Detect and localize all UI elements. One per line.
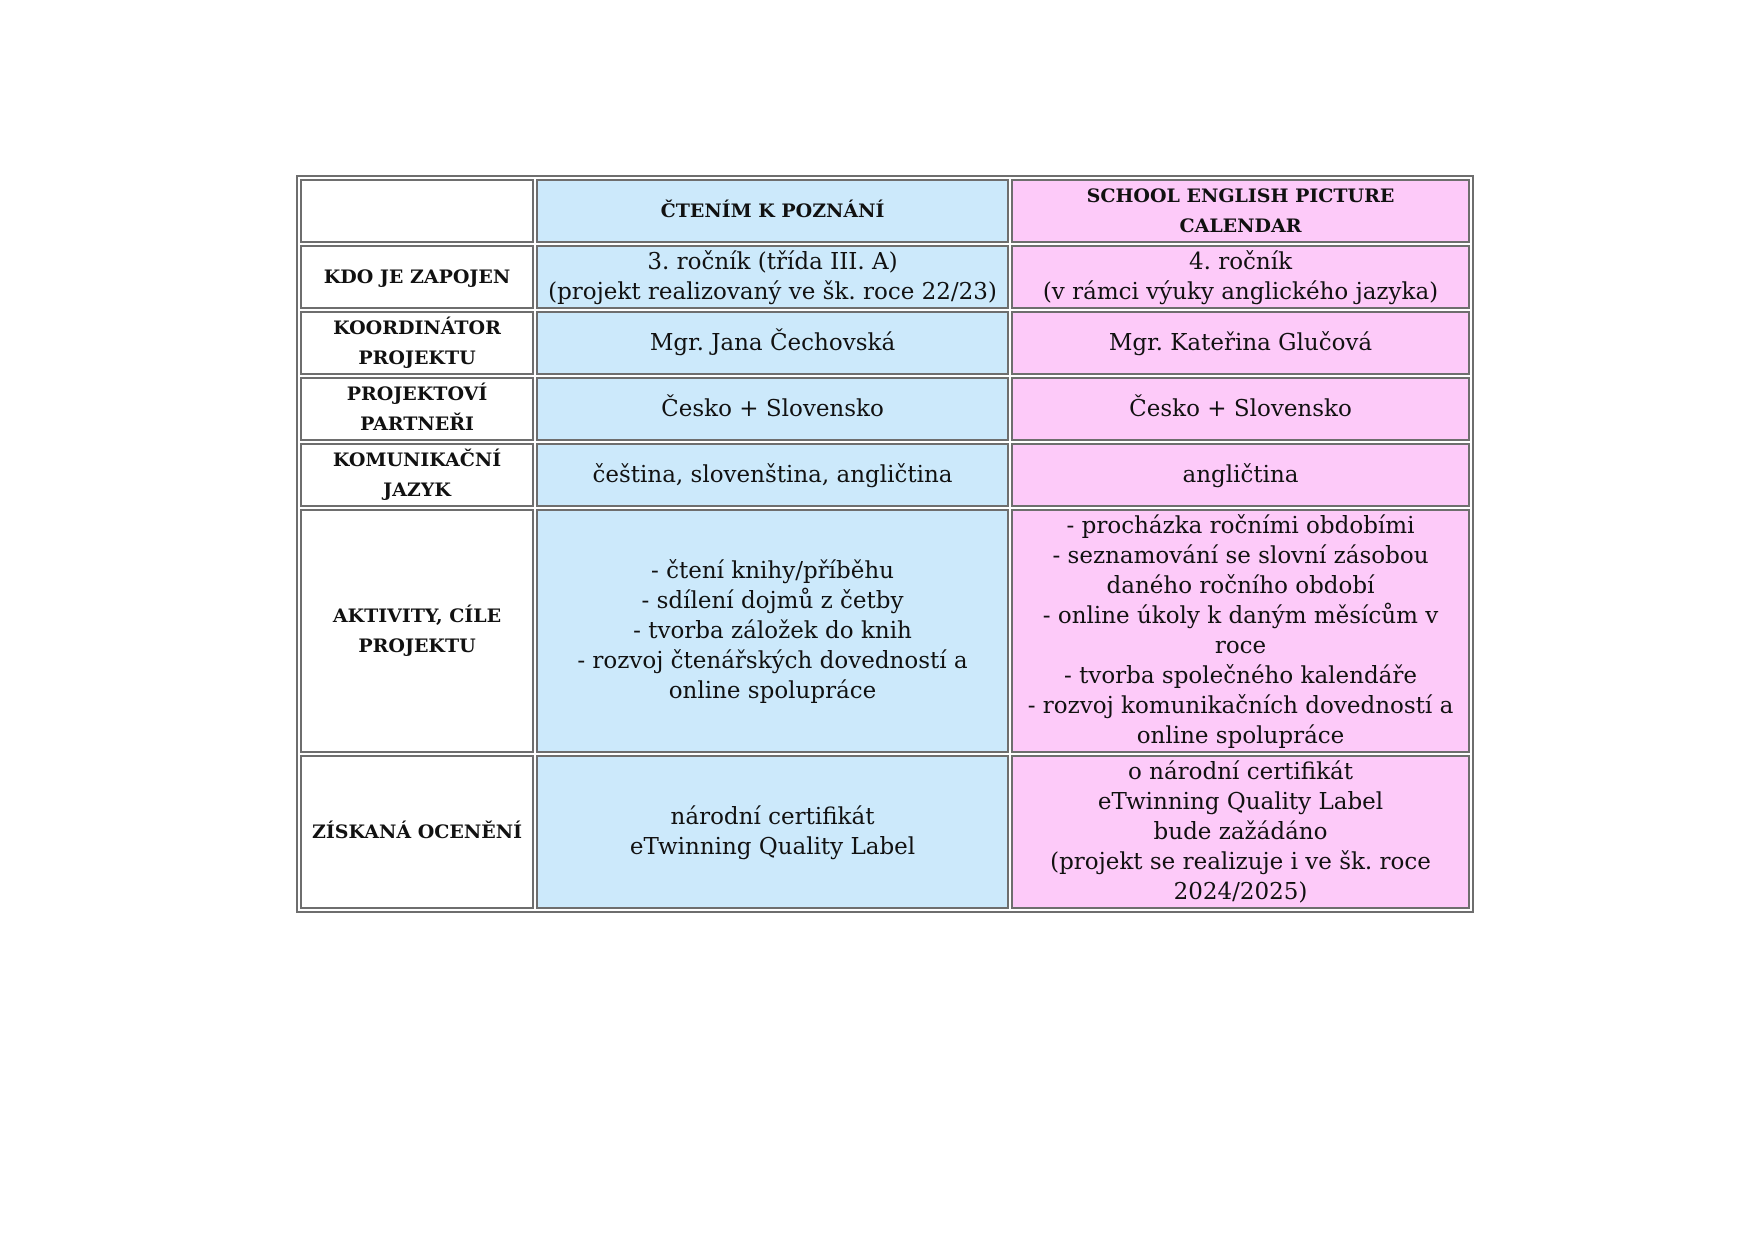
table-row-aktivity [300,509,1470,753]
cell-oceneni-b [1011,755,1470,909]
project-b-title-line: SCHOOL ENGLISH PICTURE [1086,185,1395,207]
project-a-title: ČTENÍM K POZNÁNÍ [536,179,1009,243]
cell-koordinator-b [1011,311,1470,375]
cell-koordinator-a [536,311,1009,375]
cell-line: (projekt realizovaný ve šk. roce 22/23) [548,279,997,305]
cell-line: - procházka ročními obdobími [1066,513,1415,539]
row-label-line: AKTIVITY, CÍLE [332,605,502,627]
cell-line: roce [1214,633,1267,659]
row-label-line: PARTNEŘI [360,413,474,435]
row-label-jazyk [300,443,534,507]
cell-partneri-a [536,377,1009,441]
project-b-title-line: CALENDAR [1179,215,1302,237]
cell-line: - rozvoj čtenářských dovedností a [577,648,968,674]
cell-line: angličtina [1182,462,1299,488]
cell-line: - tvorba společného kalendáře [1064,663,1417,689]
cell-line: 4. ročník [1188,249,1293,275]
table-row-koordinator [300,311,1470,375]
cell-line: (projekt se realizuje i ve šk. roce [1050,849,1431,875]
cell-line: bude zažádáno [1153,819,1328,845]
row-label-line: JAZYK [383,479,451,501]
table-row-jazyk [300,443,1470,507]
row-label-line: PROJEKTU [358,635,476,657]
row-label-aktivity [300,509,534,753]
row-label-line: KOMUNIKAČNÍ [332,449,502,471]
table-row-oceneni [300,755,1470,909]
cell-line: daného ročního období [1106,573,1375,599]
cell-line: čeština, slovenština, angličtina [592,462,953,488]
cell-line: o národní certifikát [1127,759,1354,785]
cell-line: Mgr. Jana Čechovská [649,330,896,356]
cell-line: online spolupráce [668,678,877,704]
cell-aktivity-a [536,509,1009,753]
cell-line: - čtení knihy/příběhu [651,558,894,584]
cell-line: - seznamování se slovní zásobou [1052,543,1429,569]
cell-line: eTwinning Quality Label [1097,789,1384,815]
row-label-line: ZÍSKANÁ OCENĚNÍ [312,821,522,843]
cell-aktivity-b [1011,509,1470,753]
row-label-kdo [300,245,534,309]
cell-line: - tvorba záložek do knih [633,618,912,644]
cell-line: (v rámci výuky anglického jazyka) [1042,279,1439,305]
cell-line: - rozvoj komunikačních dovedností a [1027,693,1454,719]
cell-line: 3. ročník (třída III. A) [647,249,898,275]
cell-line: - sdílení dojmů z četby [641,588,904,614]
cell-oceneni-a [536,755,1009,909]
cell-line: Česko + Slovensko [661,396,884,422]
row-label-line: KOORDINÁTOR [333,317,501,339]
cell-line: online spolupráce [1136,723,1345,749]
corner-cell [300,179,534,243]
cell-kdo-a [536,245,1009,309]
row-label-partneri [300,377,534,441]
cell-jazyk-b [1011,443,1470,507]
cell-line: 2024/2025) [1173,879,1308,905]
cell-line: - online úkoly k daným měsícům v [1042,603,1439,629]
header-row [300,179,1470,243]
cell-partneri-b [1011,377,1470,441]
project-b-title [1011,179,1470,243]
row-label-oceneni [300,755,534,909]
cell-line: Mgr. Kateřina Glučová [1108,330,1373,356]
row-label-line: KDO JE ZAPOJEN [323,266,511,288]
table-row-kdo [300,245,1470,309]
row-label-line: PROJEKTOVÍ [346,383,488,405]
row-label-line: PROJEKTU [358,347,476,369]
cell-jazyk-a [536,443,1009,507]
row-label-koordinator [300,311,534,375]
cell-kdo-b [1011,245,1470,309]
project-comparison-table [296,175,1474,913]
cell-line: národní certifikát [670,804,875,830]
table-row-partneri [300,377,1470,441]
cell-line: Česko + Slovensko [1129,396,1352,422]
cell-line: eTwinning Quality Label [629,834,916,860]
